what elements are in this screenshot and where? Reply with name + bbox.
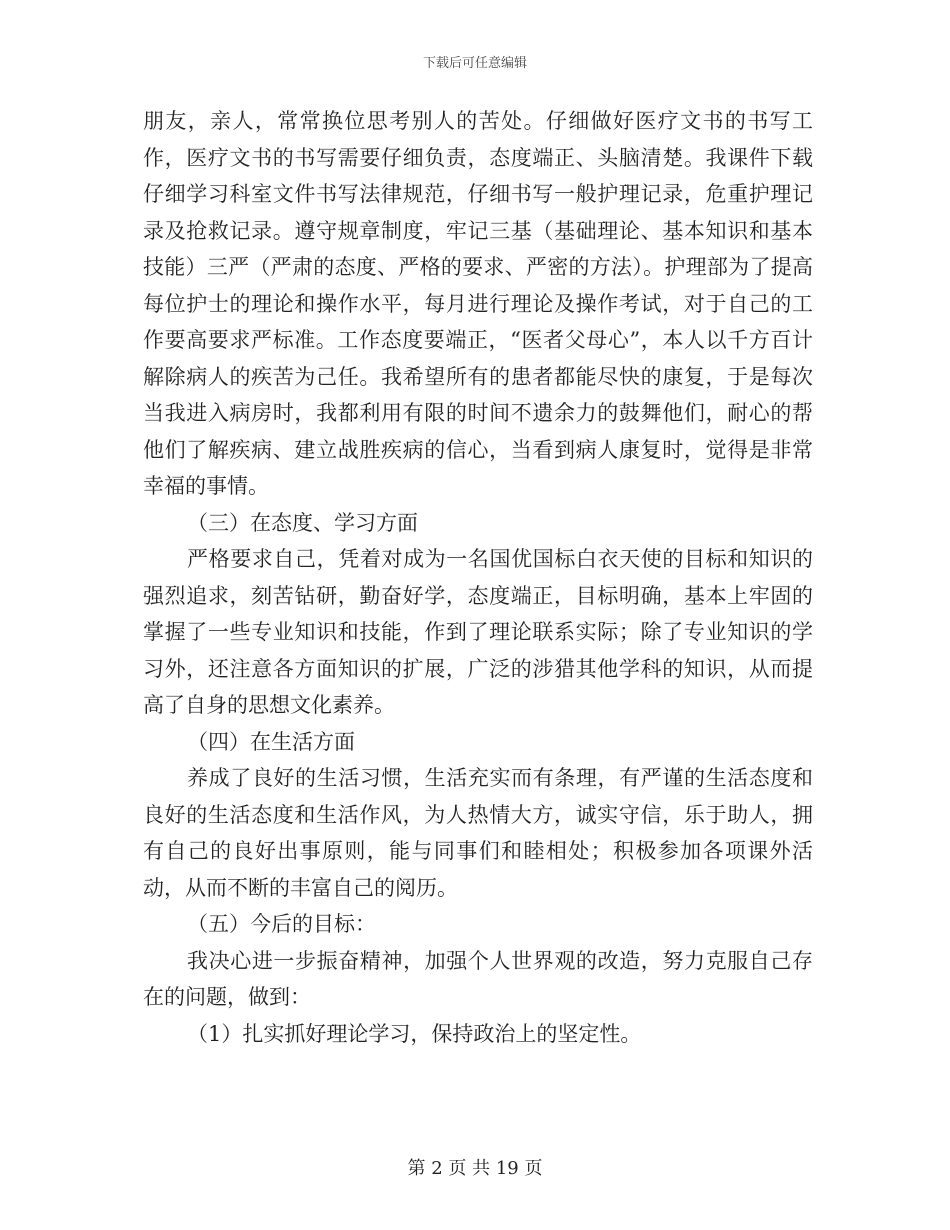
section-heading-future-goals: （五）今后的目标：	[187, 912, 376, 936]
page-number-footer: 第 2 页 共 19 页	[407, 1158, 543, 1179]
paragraph-life: 养成了良好的生活习惯，生活充实而有条理，有严谨的生活态度和良好的生活态度和生活作风，为人热情大方，诚实守信，乐于助人，拥有自己的良好出事原则，能与同事们和睦相处；积极参加各项课外活动，从而不断的丰富自己的阅历。	[143, 766, 813, 900]
section-heading-life: （四）在生活方面	[187, 729, 355, 754]
paragraph-attitude-study: 严格要求自己，凭着对成为一名国优国标白衣天使的目标和知识的强烈追求，刻苦钻研，勤奋好学，态度端正，目标明确，基本上牢固的掌握了一些专业知识和技能，作到了理论联系实际；除了专业知识的学习外，还注意各方面知识的扩展，广泛的涉猎其他学科的知识，从而提高了自身的思想文化素养。	[143, 547, 813, 717]
page-header: 下载后可任意编辑	[422, 56, 527, 71]
paragraph-future-goals: 我决心进一步振奋精神，加强个人世界观的改造，努力克服自己存在的问题，做到：	[143, 948, 813, 1009]
section-heading-attitude-study: （三）在态度、学习方面	[187, 510, 418, 535]
paragraph-continuation: 朋友，亲人，常常换位思考别人的苦处。仔细做好医疗文书的书写工作，医疗文书的书写需要仔细负责，态度端正、头脑清楚。我课件下载仔细学习科室文件书写法律规范，仔细书写一般护理记录，危重护理记录及抢救记录。遵守规章制度，牢记三基（基础理论、基本知识和基本技能）三严（严肃的态度、严格的要求、严密的方法）。护理部为了提高每位护士的理论和操作水平，每月进行理论及操作考试，对于自己的工作要高要求严标准。工作态度要端正，“医者父母心”，本人以千方百计解除病人的疾苦为己任。我希望所有的患者都能尽快的康复，于是每次当我进入病房时，我都利用有限的时间不遗余力的鼓舞他们，耐心的帮他们了解疾病、建立战胜疾病的信心，当看到病人康复时，觉得是非常幸福的事情。	[143, 109, 813, 498]
document-body	[143, 103, 813, 1052]
list-item-goal-1: （1）扎实抓好理论学习，保持政治上的坚定性。	[187, 1021, 642, 1046]
